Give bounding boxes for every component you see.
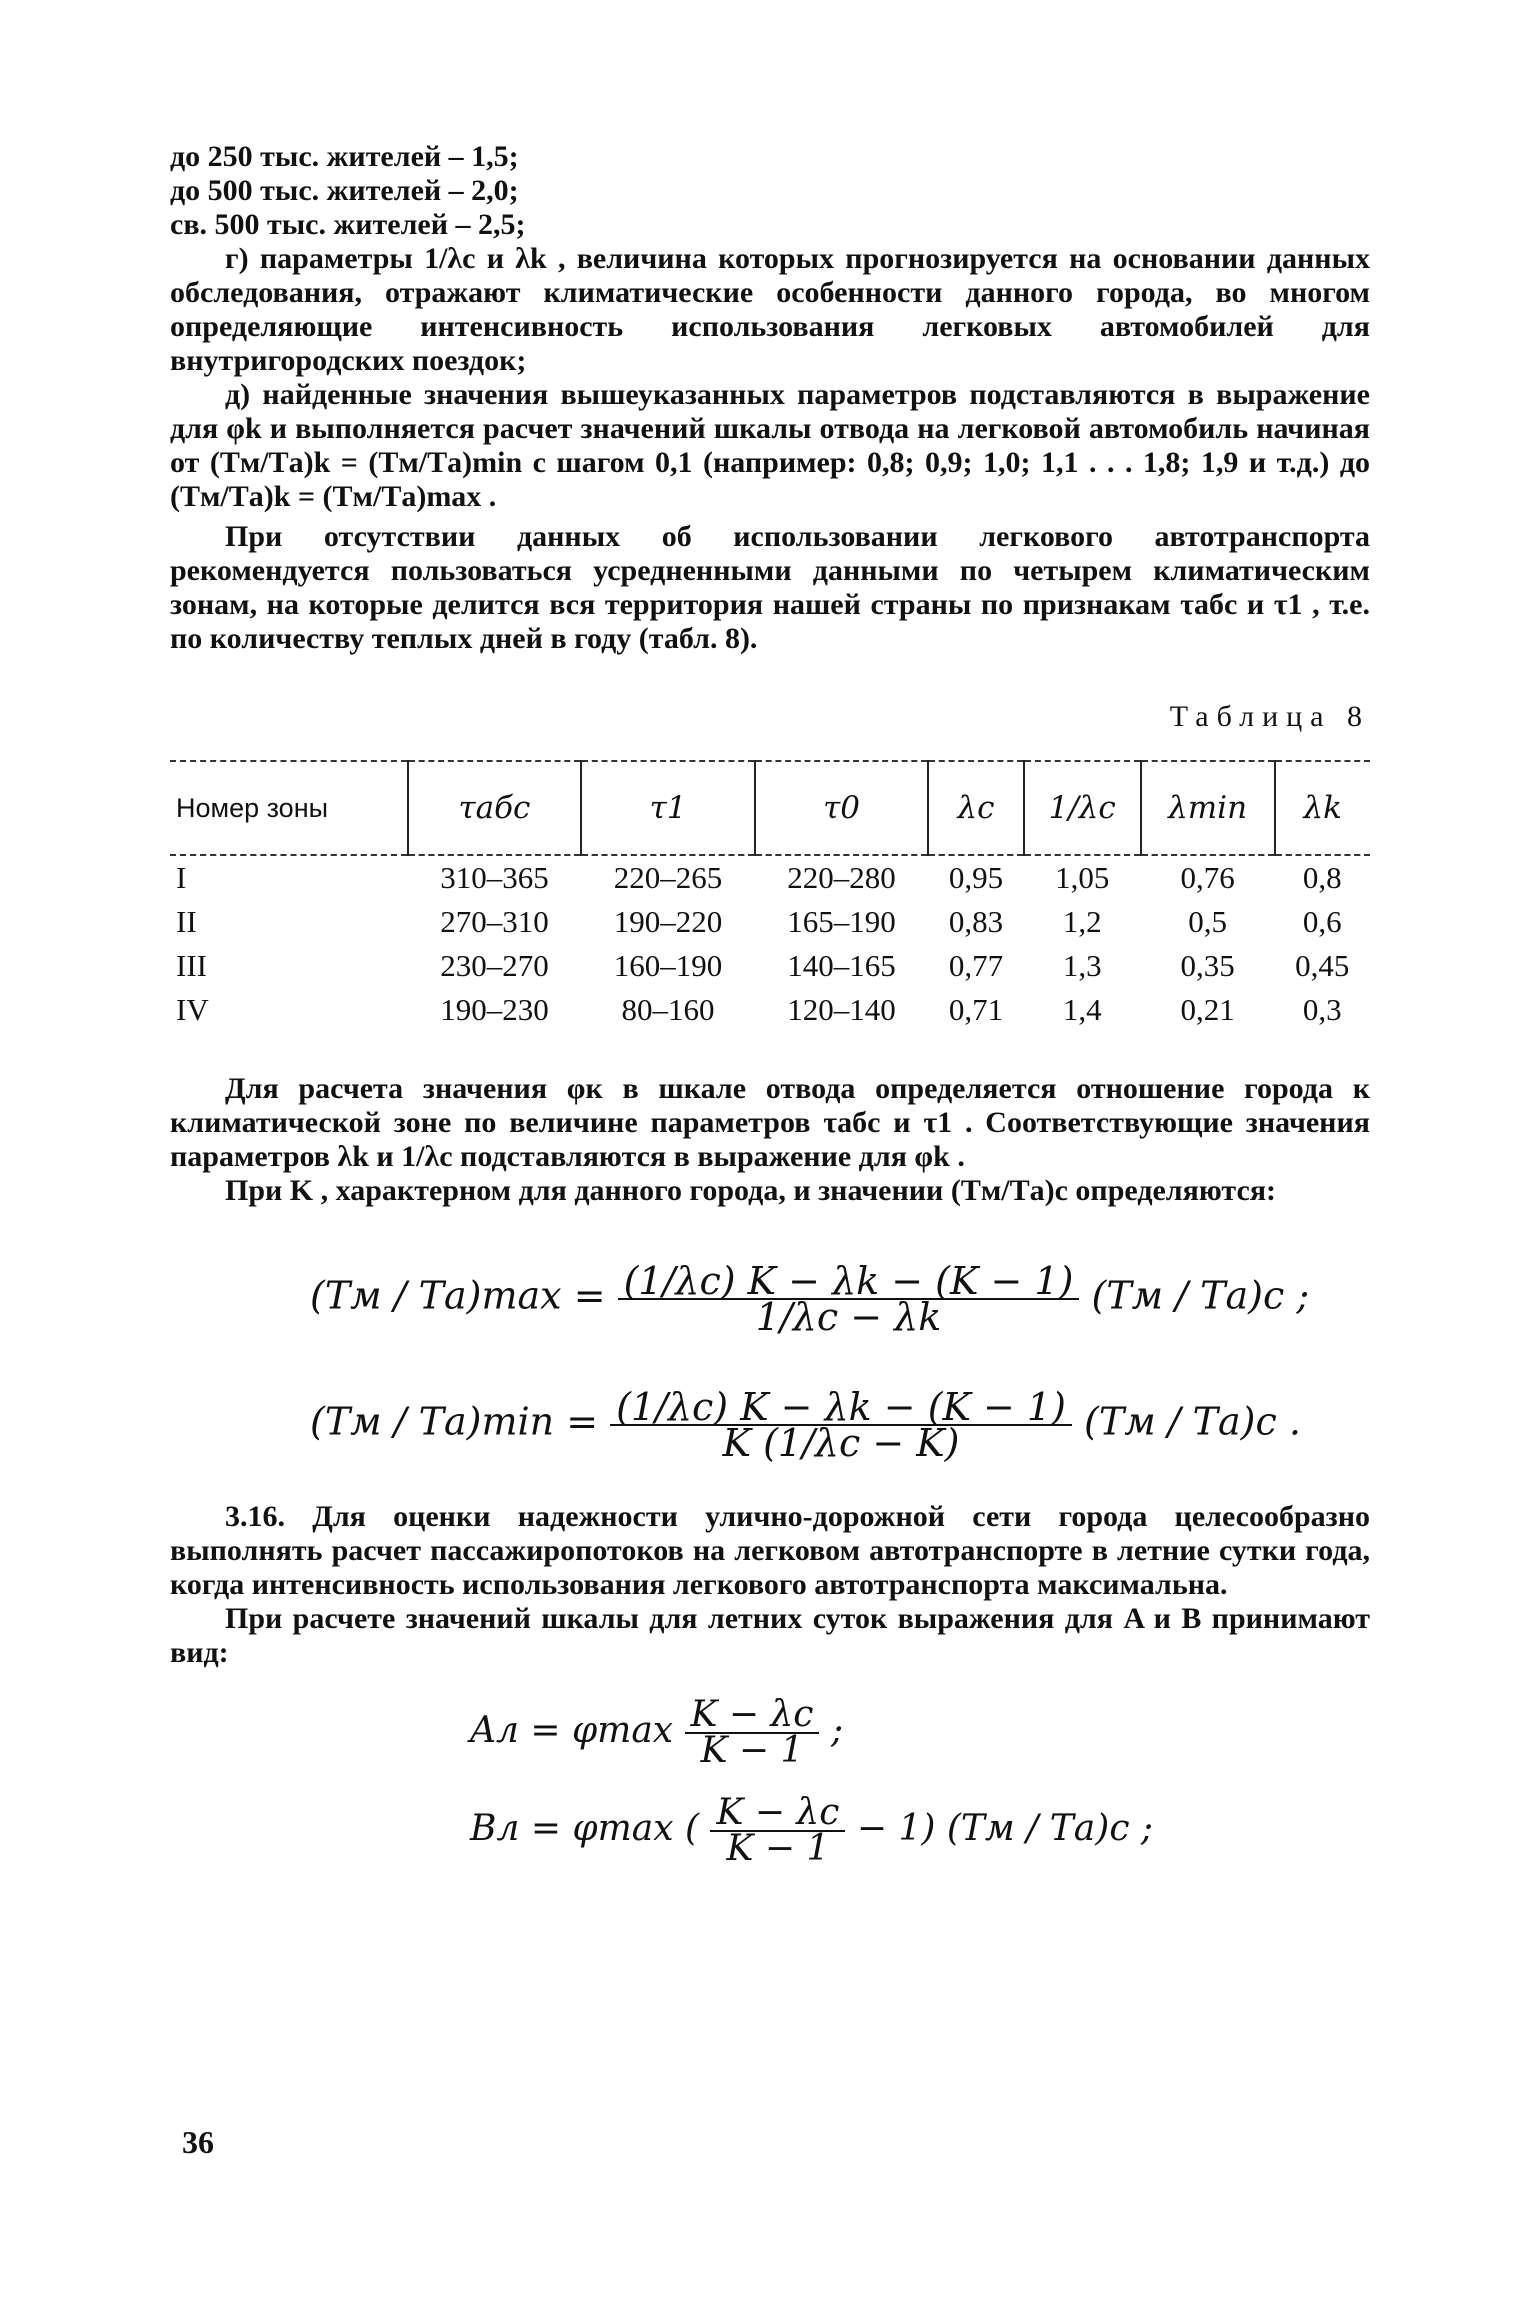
- table-cell: 1,05: [1055, 860, 1110, 895]
- formula-max: (Tм / Tа)max = $\frac{(1/\lambda c) K - \lambda k - (K - 1)}{1/\lambda c - \lambda k}$ (Tм / Tа)c ;: [310, 1259, 1310, 1339]
- section-3-16: 3.16. Для оценки надежности улично-дорожной сети города целесообразно выполнять расчет пассажиропотоков на легковом автотранспорте в летние сутки года, когда интенсивность использования легкового автотранспорта максимальна.: [170, 1500, 1370, 1601]
- table-header-row: [170, 761, 1370, 855]
- page-number: 36: [182, 2124, 214, 2160]
- paragraph-absence: При отсутствии данных об использовании легкового автотранспорта рекомендуется пользоваться усредненными данными по четырем климатическим зонам, на которые делится вся территория нашей страны по признакам τабс и τ1 , т.е. по количеству теплых дней в году (табл. 8).: [170, 520, 1370, 655]
- table-cell: 1,3: [1062, 948, 1102, 983]
- table-row: [170, 944, 1370, 988]
- table-cell: 0,5: [1188, 904, 1227, 939]
- formula-b-fraction: [710, 1792, 845, 1869]
- formula-b-tail: − 1) (Tм / Tа)c ;: [856, 1808, 1154, 1849]
- table-cell: 190–220: [613, 904, 723, 939]
- table-row: [170, 855, 1370, 900]
- formula-a-fraction: [685, 1694, 820, 1771]
- header-tau-0: τ0: [755, 761, 929, 855]
- list-item: до 250 тыс. жителей – 1,5;: [170, 140, 519, 173]
- list-item: св. 500 тыс. жителей – 2,5;: [170, 208, 526, 241]
- table-cell: 165–190: [787, 904, 896, 939]
- header-lambda-k: λk: [1275, 761, 1371, 855]
- header-tau-abs: τабс: [408, 761, 582, 855]
- table-cell: I: [176, 860, 187, 895]
- formula-max-numerator: (1/λc) K − λk − (K − 1): [618, 1264, 1080, 1300]
- climate-zones-table: [170, 760, 1370, 1032]
- paragraph-k: При K , характерном для данного города, и значении (Tм/Tа)c определяются:: [225, 1174, 1277, 1207]
- table-cell: 0,71: [948, 992, 1004, 1027]
- formula-min: (Tм / Tа)min = $\frac{(1/\lambda c) K - \lambda k - (K - 1)}{K (1/\lambda c - K)}$ (Tм / Tа)c .: [310, 1385, 1301, 1465]
- formula-a-tail: ;: [830, 1710, 844, 1751]
- paragraph-summer: При расчете значений шкалы для летних суток выражения для A и B принимают вид:: [170, 1602, 1370, 1669]
- table-cell: 0,45: [1295, 948, 1350, 983]
- table-cell: 0,6: [1302, 904, 1342, 939]
- table-cell: 0,3: [1302, 992, 1342, 1027]
- table-cell: 230–270: [440, 948, 549, 983]
- table-cell: 0,21: [1180, 992, 1235, 1027]
- table-cell: 0,95: [948, 860, 1004, 895]
- header-lambda-c: λc: [928, 761, 1023, 855]
- table-cell: II: [176, 904, 197, 939]
- formula-max-rhs: (Tм / Tа)c ;: [1091, 1273, 1310, 1318]
- formula-a-numerator: K − λc: [685, 1698, 820, 1734]
- table-cell: 220–265: [613, 860, 723, 895]
- formula-min-fraction: [610, 1385, 1072, 1465]
- formula-min-denominator: K (1/λc − K): [722, 1421, 960, 1465]
- table-caption: Таблица 8: [1169, 700, 1370, 733]
- table-cell: 0,8: [1302, 860, 1342, 895]
- table-row: [170, 900, 1370, 944]
- formula-a-lhs: Aл = φmax: [470, 1710, 674, 1751]
- table-cell: 140–165: [787, 948, 896, 983]
- table-cell: IV: [176, 992, 209, 1027]
- formula-min-numerator: (1/λc) K − λk − (K − 1): [610, 1390, 1072, 1426]
- header-tau-1: τ1: [581, 761, 755, 855]
- table-cell: 120–140: [787, 992, 896, 1027]
- table-cell: 190–230: [440, 992, 549, 1027]
- table-cell: 160–190: [613, 948, 723, 983]
- header-zone: Номер зоны: [170, 761, 408, 855]
- formula-min-lhs: (Tм / Tа)min: [310, 1399, 555, 1444]
- table-cell: 80–160: [621, 992, 715, 1027]
- formula-b-numerator: K − λc: [710, 1796, 845, 1832]
- formula-a: [470, 1694, 1370, 1771]
- table-cell: 310–365: [440, 860, 549, 895]
- formula-max-denominator: 1/λc − λk: [755, 1295, 942, 1339]
- header-lambda-min: λmin: [1141, 761, 1275, 855]
- table-row: [170, 988, 1370, 1032]
- table-cell: 0,76: [1180, 860, 1235, 895]
- formula-max-lhs: (Tм / Tа)max: [310, 1273, 562, 1318]
- table-cell: 0,83: [948, 904, 1004, 939]
- paragraph-g: г) параметры 1/λc и λk , величина которых прогнозируется на основании данных обследования, отражают климатические особенности данного города, во многом определяющие интенсивность использования легковых автомобилей для внутригородских поездок;: [170, 242, 1370, 377]
- table-cell: 1,4: [1062, 992, 1102, 1027]
- table-cell: 0,77: [948, 948, 1004, 983]
- formula-a-denominator: K − 1: [700, 1730, 804, 1771]
- table-cell: 270–310: [440, 904, 549, 939]
- formula-b-denominator: K − 1: [726, 1828, 830, 1869]
- formula-max-fraction: [618, 1259, 1080, 1339]
- document-page: [170, 140, 1370, 1894]
- formula-b-lhs: Bл = φmax (: [470, 1808, 700, 1849]
- paragraph-calc: Для расчета значения φк в шкале отвода определяется отношение города к климатической зоне по величине параметров τабс и τ1 . Соответствующие значения параметров λk и 1/λc подставляются в выражение для φk .: [170, 1072, 1370, 1173]
- list-item: до 500 тыс. жителей – 2,0;: [170, 174, 519, 207]
- table-cell: 0,35: [1180, 948, 1235, 983]
- table-cell: III: [176, 948, 207, 983]
- header-inv-lambda-c: 1/λc: [1024, 761, 1141, 855]
- paragraph-d: д) найденные значения вышеуказанных параметров подставляются в выражение для φk и выполняется расчет значений шкалы отвода на легковой автомобиль начиная от (Tм/Tа)k = (Tм/Tа)min с шагом 0,1 (например: 0,8; 0,9; 1,0; 1,1 . . . 1,8; 1,9 и т.д.) до (Tм/Tа)k = (Tм/Tа)max .: [170, 378, 1370, 513]
- formula-min-rhs: (Tм / Tа)c .: [1084, 1399, 1301, 1444]
- formula-b: [470, 1792, 1370, 1869]
- table-cell: 1,2: [1062, 904, 1102, 939]
- table-cell: 220–280: [787, 860, 896, 895]
